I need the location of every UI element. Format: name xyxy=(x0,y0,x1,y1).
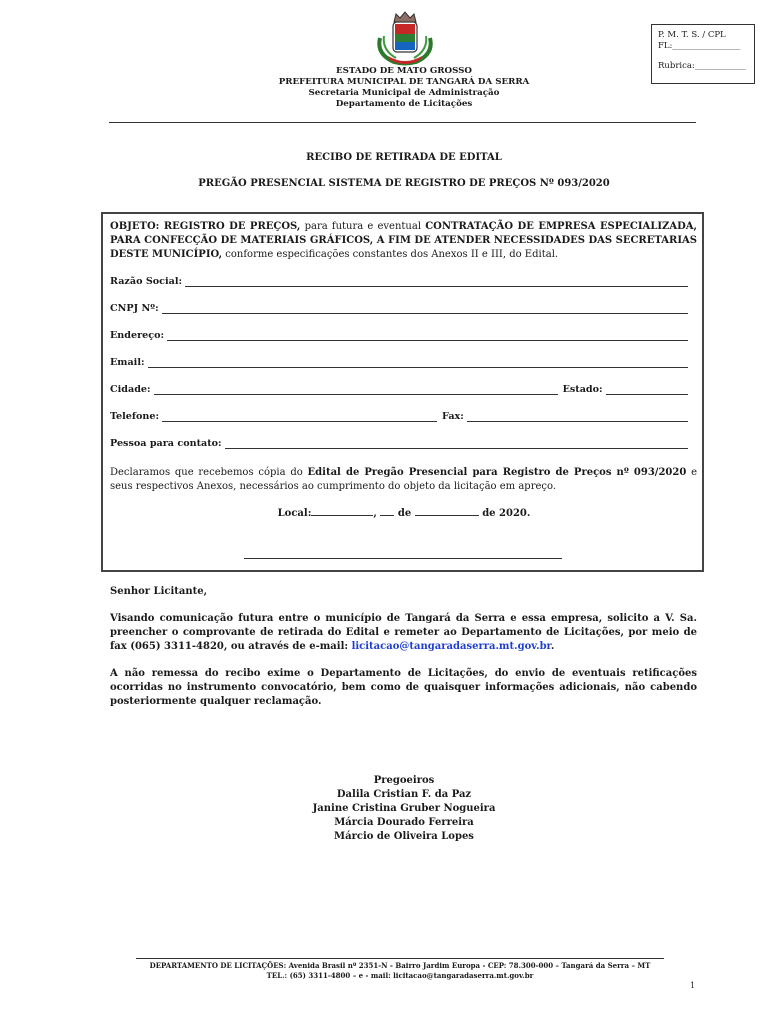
local-date-line[interactable]: Local: , de de 2020. xyxy=(277,508,531,519)
field-label: Telefone: xyxy=(110,411,160,422)
header-state: ESTADO DE MATO GROSSO xyxy=(336,66,472,76)
field-label: Email: xyxy=(110,357,145,368)
local-label: Local: xyxy=(277,508,312,519)
field-label: Endereço: xyxy=(110,330,165,341)
objeto-text-1: para futura e eventual xyxy=(300,221,426,232)
declaration-text-2: e seus respectivos Anexos, necessários ao cumprimento do objeto da licitação em apreço. xyxy=(110,467,697,492)
objeto-label: OBJETO: REGISTRO DE PREÇOS, xyxy=(110,221,301,232)
declaration-paragraph xyxy=(110,466,697,494)
instruction-paragraph: Visando comunicação futura entre o município de Tangará da Serra e essa empresa, solicito a V. Sa. preencher o comprovante de retirada do Edital e remeter ao Departamento de Licitações, por meio de fax (065) 3311-4820, ou através de e-mail: licitacao@tangaradaserra.mt.gov.br. xyxy=(110,613,697,652)
declaration-text-1: Declaramos que recebemos cópia do xyxy=(110,467,308,478)
signatory-name: Márcio de Oliveira Lopes xyxy=(334,831,474,842)
objeto-paragraph xyxy=(110,220,697,262)
field-label: Fax: xyxy=(442,411,464,422)
field-pessoa-contato[interactable] xyxy=(110,438,688,449)
field-telefone-fax[interactable] xyxy=(110,411,688,422)
coat-of-arms-logo xyxy=(374,8,436,66)
field-cidade-estado[interactable] xyxy=(110,384,688,395)
footer-divider xyxy=(136,958,664,959)
declaration-bold: Edital de Pregão Presencial para Registro de Preços nº 093/2020 xyxy=(307,467,687,478)
footer-contact: TEL.: (65) 3311-4800 – e - mail: licitacao@tangaradaserra.mt.gov.br xyxy=(266,971,534,980)
stamp-line-2: FL:________________ xyxy=(658,41,741,51)
local-year: de 2020. xyxy=(482,508,531,519)
signatory-name: Márcia Dourado Ferreira xyxy=(334,817,474,828)
field-cnpj[interactable] xyxy=(110,303,688,314)
field-label: CNPJ Nº: xyxy=(110,303,159,314)
field-email[interactable] xyxy=(110,357,688,368)
field-label: Cidade: xyxy=(110,384,151,395)
signatory-name: Dalila Cristian F. da Paz xyxy=(336,789,472,800)
field-label: Estado: xyxy=(562,384,603,395)
signatory-role: Pregoeiros xyxy=(373,775,435,786)
field-label: Razão Social: xyxy=(110,276,183,287)
header-prefeitura: PREFEITURA MUNICIPAL DE TANGARÁ DA SERRA xyxy=(278,77,530,87)
document-subtitle: PREGÃO PRESENCIAL SISTEMA DE REGISTRO DE PREÇOS Nº 093/2020 xyxy=(198,178,610,189)
instruction-text: Visando comunicação futura entre o município de Tangará da Serra e essa empresa, solicito a V. Sa. preencher o comprovante de retirada do Edital e remeter ao Departamento de Licitações, por meio de fax (065) 3311-4820, ou através de e-mail: xyxy=(110,613,697,652)
objeto-text-2: conforme especificações constantes dos Anexos II e III, do Edital. xyxy=(222,249,559,260)
notice-paragraph: A não remessa do recibo exime o Departamento de Licitações, do envio de eventuais retificações ocorridas no instrumento convocatório, bem como de quaisquer informações adicionais, não cabendo posteriormente qualquer reclamação. xyxy=(110,668,697,707)
signature-line[interactable] xyxy=(244,558,562,559)
header-departamento: Departamento de Licitações xyxy=(335,99,473,109)
objeto-bold: CONTRATAÇÃO DE EMPRESA ESPECIALIZADA, PARA CONFECÇÃO DE MATERIAIS GRÁFICOS, A FIM DE ATENDER NECESSIDADES DAS SECRETARIAS DESTE MUNICÍPIO, xyxy=(110,221,697,260)
header-divider xyxy=(109,122,696,123)
salutation: Senhor Licitante, xyxy=(110,586,208,597)
signatory-name: Janine Cristina Gruber Nogueira xyxy=(312,803,496,814)
contact-email-link[interactable]: licitacao@tangaradaserra.mt.gov.br xyxy=(351,641,551,652)
field-razao-social[interactable] xyxy=(110,276,688,287)
stamp-line-1: P. M. T. S. / CPL xyxy=(658,30,726,40)
footer-address: DEPARTAMENTO DE LICITAÇÕES: Avenida Brasil nº 2351-N - Bairro Jardim Europa - CEP: 78.300-000 – Tangará da Serra – MT xyxy=(149,961,651,970)
document-title: RECIBO DE RETIRADA DE EDITAL xyxy=(306,152,502,163)
field-endereco[interactable] xyxy=(110,330,688,341)
stamp-line-3: Rubrica:____________ xyxy=(658,61,746,71)
header-secretaria: Secretaria Municipal de Administração xyxy=(308,88,500,98)
field-label: Pessoa para contato: xyxy=(110,438,222,449)
page-number: 1 xyxy=(690,981,696,990)
local-de: de xyxy=(397,508,412,519)
